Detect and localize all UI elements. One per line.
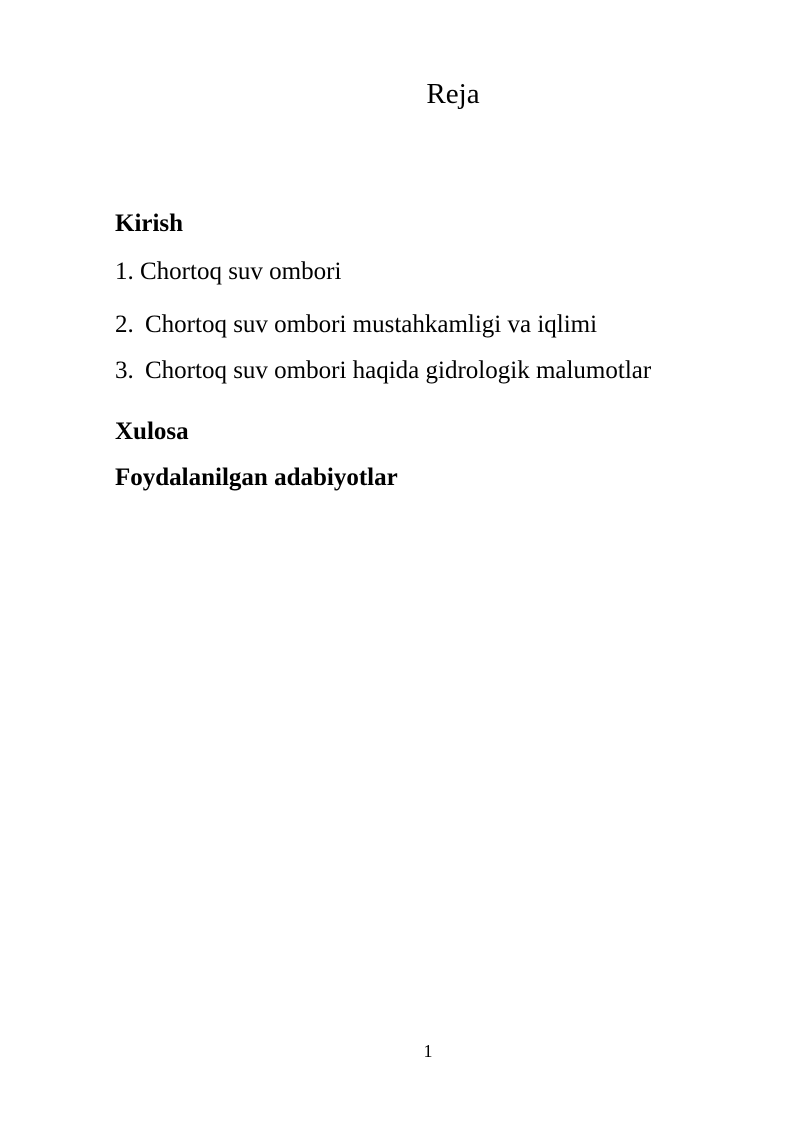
plan-item-2 [115, 311, 597, 339]
plan-item-text: Chortoq suv ombori mustahkamligi va iqlimi [145, 311, 598, 338]
section-intro: Kirish [115, 210, 184, 237]
plan-item-text: Chortoq suv ombori [140, 258, 342, 285]
page-number: 1 [423, 1041, 433, 1061]
plan-item-number: 3. [115, 357, 134, 384]
section-conclusion: Xulosa [115, 418, 189, 445]
plan-item-number: 2. [115, 311, 134, 338]
plan-item-3 [115, 357, 651, 385]
plan-item-1 [115, 258, 341, 286]
plan-item-number: 1. [115, 258, 134, 285]
plan-item-text: Chortoq suv ombori haqida gidrologik malumotlar [145, 357, 652, 384]
page-title: Reja [426, 78, 480, 110]
section-references: Foydalanilgan adabiyotlar [115, 464, 398, 491]
